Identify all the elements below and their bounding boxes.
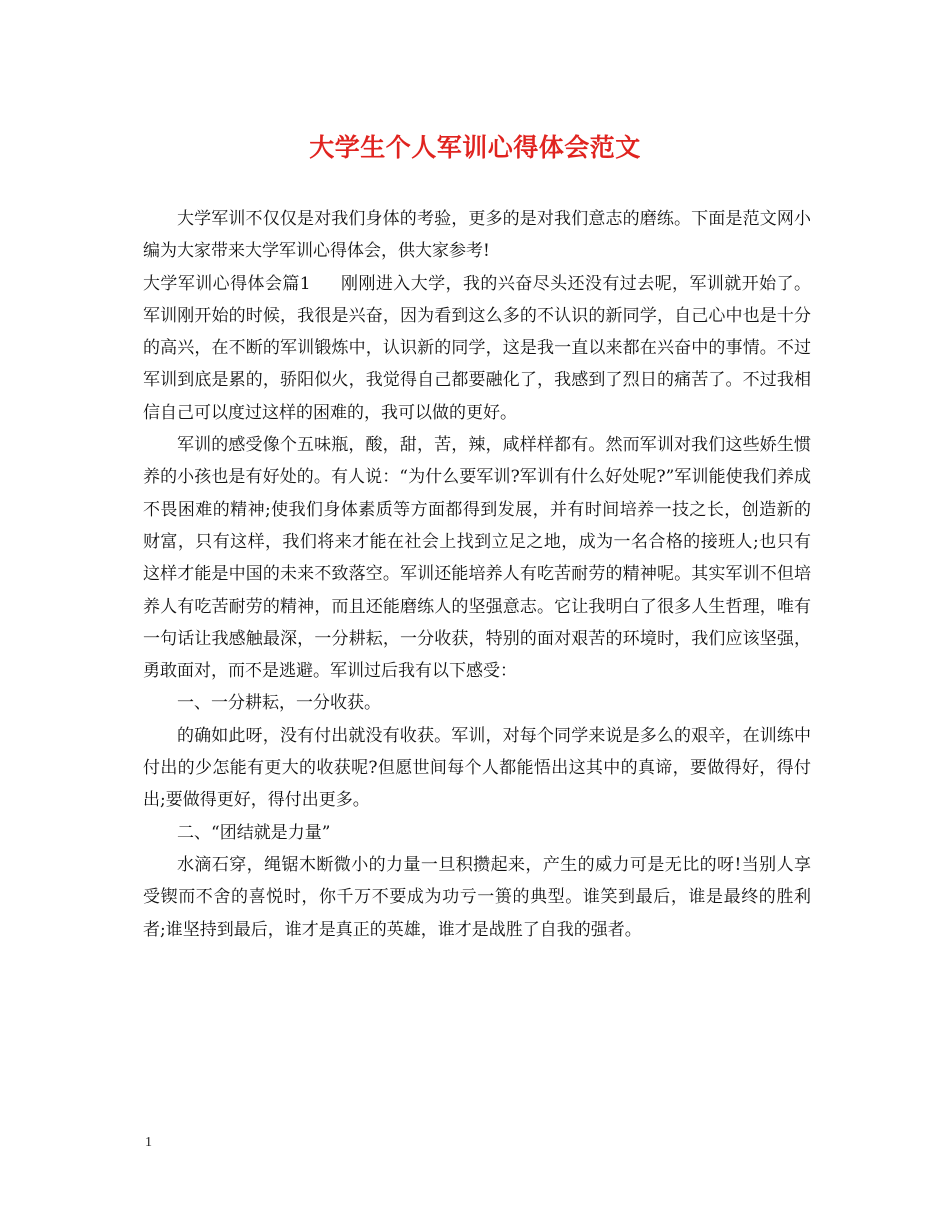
page-number: 1 [145, 1135, 152, 1150]
point-1-heading: 一、一分耕耘，一分收获。 [177, 693, 381, 714]
section-text: 刚刚进入大学，我的兴奋尽头还没有过去呢，军训就开始了。军训刚开始的时候，我很是兴奋，因为看到这么多的不认识的新同学，自己心中也是十分的高兴，在不断的军训锻炼中，认识新的同学，这是我一直以来都在兴奋中的事情。不过军训到底是累的，骄阳似火，我觉得自己都要融化了，我感到了烈日的痛苦了。不过我相信自己可以度过这样的困难的，我可以做的更好。 [143, 273, 811, 423]
intro-paragraph: 大学军训不仅仅是对我们身体的考验，更多的是对我们意志的磨练。下面是范文网小编为大家带来大学军训心得体会，供大家参考! [143, 209, 811, 262]
point-1-text: 的确如此呀，没有付出就没有收获。军训，对每个同学来说是多么的艰辛，在训练中付出的少怎能有更大的收获呢?但愿世间每个人都能悟出这其中的真谛，要做得好，得付出;要做得更好，得付出更多。 [143, 725, 811, 811]
paragraph-2: 军训的感受像个五味瓶，酸，甜，苦，辣，咸样样都有。然而军训对我们这些娇生惯养的小孩也是有好处的。有人说：“为什么要军训?军训有什么好处呢?”军训能使我们养成不畏困难的精神;使我们身体素质等方面都得到发展，并有时间培养一技之长，创造新的财富，只有这样，我们将来才能在社会上找到立足之地，成为一名合格的接班人;也只有这样才能是中国的未来不致落空。军训还能培养人有吃苦耐劳的精神呢。其实军训不但培养人有吃苦耐劳的精神，而且还能磨练人的坚强意志。它让我明白了很多人生哲理，唯有一句话让我感触最深，一分耕耘，一分收获，特别的面对艰苦的环境时，我们应该坚强，勇敢面对，而不是逃避。军训过后我有以下感受： [143, 435, 811, 682]
point-2-text: 水滴石穿，绳锯木断微小的力量一旦积攒起来，产生的威力可是无比的呀!当别人享受锲而不舍的喜悦时，你千万不要成为功亏一篑的典型。谁笑到最后，谁是最终的胜利者;谁坚持到最后，谁才是真正的英雄，谁才是战胜了自我的强者。 [143, 854, 811, 940]
point-2-heading: 二、“团结就是力量” [177, 822, 331, 843]
section-paragraph [143, 268, 811, 429]
document-body [143, 203, 811, 946]
section-label: 大学军训心得体会篇1 [143, 273, 311, 294]
document-title: 大学生个人军训心得体会范文 [309, 133, 641, 162]
